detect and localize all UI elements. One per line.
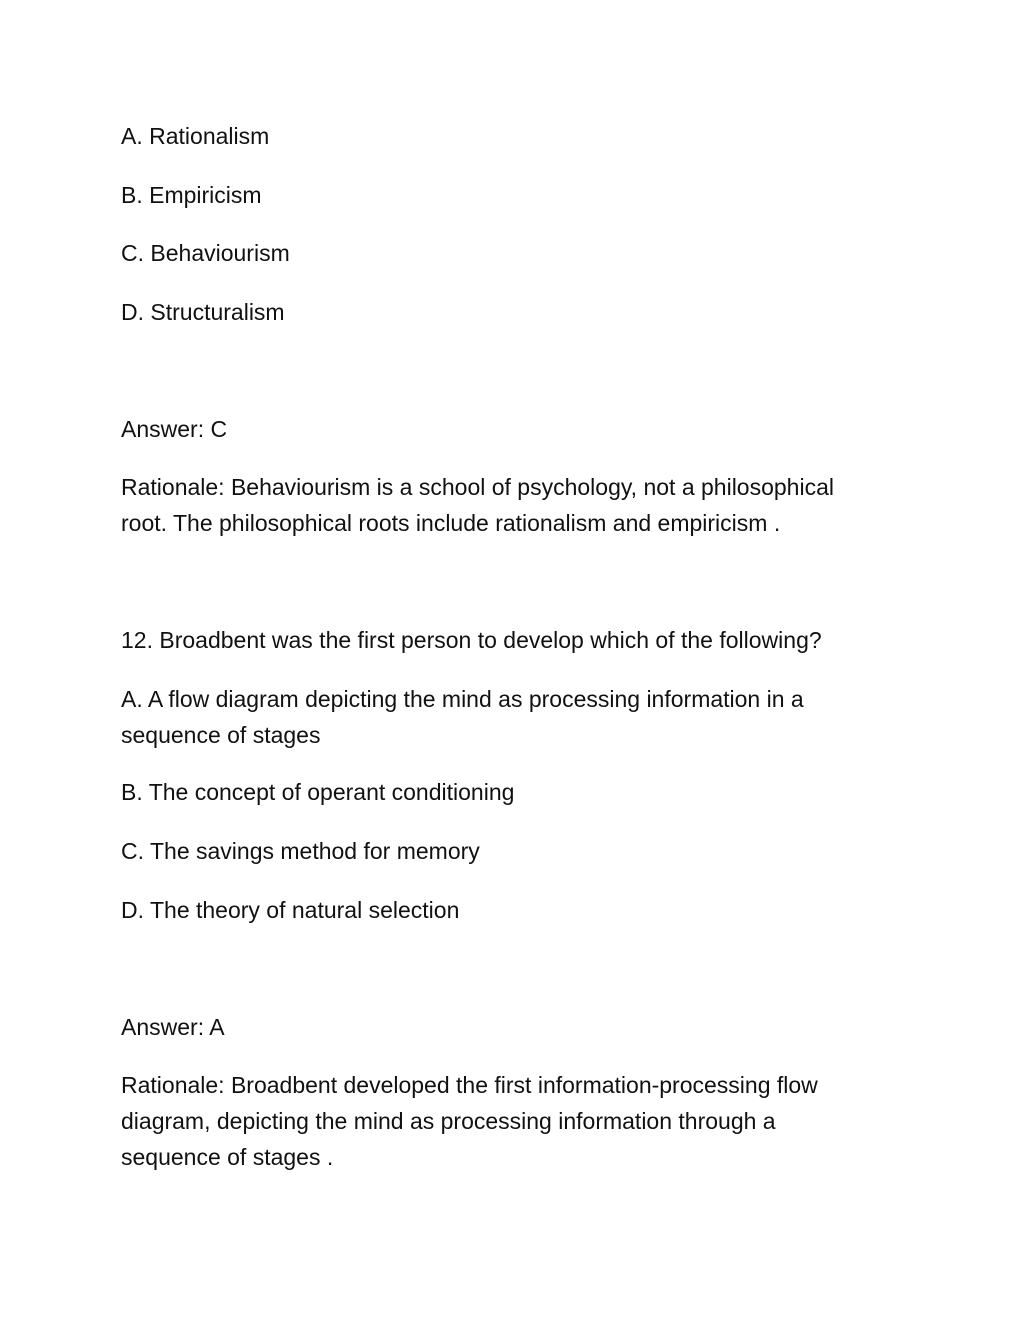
- question-text: 12. Broadbent was the first person to develop which of the following?: [121, 627, 822, 653]
- answer-text: Answer: C: [121, 416, 228, 442]
- option-a: A. Rationalism: [121, 123, 270, 149]
- rationale-line: Rationale: Behaviourism is a school of psychology, not a philosophical: [121, 474, 834, 500]
- option-c: C. The savings method for memory: [121, 838, 480, 864]
- rationale-line: diagram, depicting the mind as processing information through a: [121, 1108, 776, 1134]
- option-b: B. Empiricism: [121, 182, 262, 208]
- option-b: B. The concept of operant conditioning: [121, 779, 515, 805]
- option-a-continued: sequence of stages: [121, 722, 321, 748]
- option-c: C. Behaviourism: [121, 240, 290, 266]
- rationale-line: root. The philosophical roots include rationalism and empiricism .: [121, 510, 781, 536]
- option-a: A. A flow diagram depicting the mind as processing information in a: [121, 686, 804, 712]
- answer-text: Answer: A: [121, 1014, 225, 1040]
- rationale-line: sequence of stages .: [121, 1144, 334, 1170]
- option-d: D. Structuralism: [121, 299, 285, 325]
- option-d: D. The theory of natural selection: [121, 897, 460, 923]
- rationale-line: Rationale: Broadbent developed the first information-processing flow: [121, 1072, 818, 1098]
